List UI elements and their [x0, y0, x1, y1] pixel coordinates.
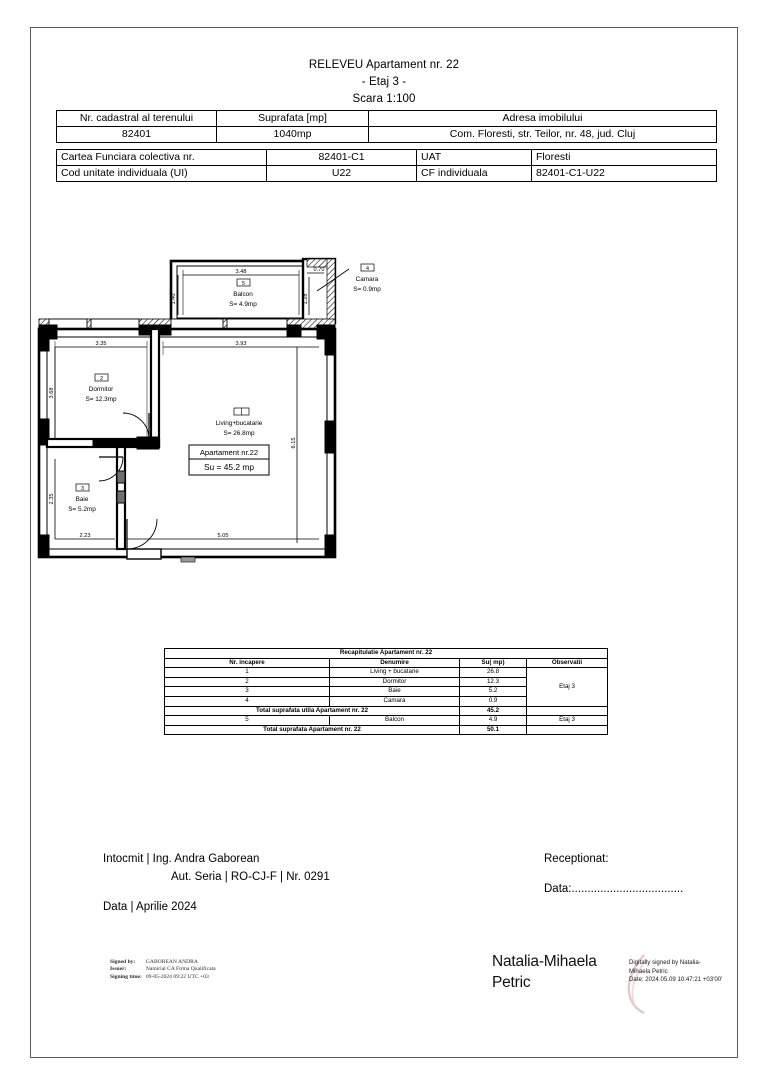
signature-meta-line1: Digitally signed by Natalia- [629, 959, 701, 966]
room-area-camara: S= 0.9mp [353, 286, 381, 293]
carte-funciara-table [56, 149, 717, 182]
room-area-living: S= 26.8mp [223, 430, 255, 437]
issuer-value: Namirial CA Firma Qualificata [145, 966, 216, 973]
apartment-info-box [189, 445, 269, 475]
receptionat-data-field: Data:................................... [544, 883, 684, 895]
table-row [165, 668, 608, 678]
recap-cell-nr: 1 [165, 668, 330, 678]
data-text: Data | Aprilie 2024 [103, 901, 197, 913]
dim-dormitor-width: 3.35 [95, 341, 107, 347]
dim-dormitor-height: 3.68 [49, 387, 55, 399]
recap-cell-observation: Etaj 3 [527, 716, 608, 726]
recap-title: Recapitulatie Apartament nr. 22 [165, 649, 608, 659]
recap-total-label: Total suprafata Apartament nr. 22 [165, 725, 460, 735]
label-uat: UAT [417, 150, 532, 166]
recap-cell-name: Baie [330, 687, 460, 697]
digital-signature-right [492, 951, 742, 1013]
recap-cell-observation: Etaj 3 [527, 668, 608, 706]
table-row [165, 658, 608, 668]
recap-total-utila-label: Total suprafata utila Apartament nr. 22 [165, 706, 460, 716]
dim-baie-width: 2.23 [79, 533, 91, 539]
document-title-line2: - Etaj 3 - [361, 76, 407, 88]
room-area-baie: S= 5.2mp [68, 506, 96, 513]
recap-header-nr: Nr. incapere [165, 658, 330, 668]
table-row [57, 166, 717, 182]
signed-by-label: Signed by: [110, 959, 136, 965]
signing-time-value: 09-05-2024 09:22 UTC +03 [145, 973, 209, 980]
recap-cell-name: Living + bucatarie [330, 668, 460, 678]
recap-cell-su: 5.2 [460, 687, 527, 697]
value-carte-funciara: 82401-C1 [267, 150, 417, 166]
dim-camara-width: 0.70 [313, 267, 325, 273]
dim-balcon-width: 3.48 [235, 269, 247, 275]
room-area-balcon: S= 4.9mp [229, 301, 257, 308]
table-row [165, 716, 608, 726]
dim-living-height: 6.15 [291, 437, 297, 449]
dim-living-width: 3.93 [235, 341, 247, 347]
document-title-line1: RELEVEU Apartament nr. 22 [308, 59, 460, 71]
signature-row [110, 974, 220, 981]
value-cf-individuala: 82401-C1-U22 [532, 166, 717, 182]
room-name-living: Living+bucatarie [215, 420, 263, 427]
room-area-dormitor: S= 12.3mp [85, 396, 117, 403]
recap-cell-nr: 2 [165, 677, 330, 687]
recap-cell-su: 26.8 [460, 668, 527, 678]
recap-cell-nr: 5 [165, 716, 330, 726]
room-name-camara: Camara [355, 276, 379, 283]
cadastral-header-table [56, 110, 717, 143]
signed-by-value: GABOREAN ANDRA [145, 959, 198, 965]
signature-name: Natalia-Mihaela Petric [492, 953, 597, 991]
value-cod-unitate: U22 [267, 166, 417, 182]
signature-meta-line3: Date: 2024.05.09 10:47:21 +03'00' [629, 976, 723, 984]
recap-total-utila-value: 45.2 [460, 706, 527, 716]
recap-cell-name: Balcon [330, 716, 460, 726]
label-cod-unitate: Cod unitate individuala (UI) [57, 166, 267, 182]
recap-total-obs [527, 725, 608, 735]
value-cadastral-nr: 82401 [57, 127, 217, 143]
room-name-balcon: Balcon [233, 291, 253, 298]
table-row-total-utila [165, 706, 608, 716]
recap-cell-nr: 3 [165, 687, 330, 697]
receptionat-label: Receptionat: [544, 853, 609, 865]
room-number-2: 2 [100, 376, 103, 382]
header-cell-adresa: Adresa imobilului [369, 111, 717, 127]
room-number-5: 5 [242, 281, 245, 287]
room-number-3: 3 [81, 486, 84, 492]
table-row [165, 649, 608, 659]
label-cf-individuala: CF individuala [417, 166, 532, 182]
table-row [57, 127, 717, 143]
document-title-line3: Scara 1:100 [352, 93, 416, 105]
label-carte-funciara: Cartea Funciara colectiva nr. [57, 150, 267, 166]
table-row-total [165, 725, 608, 735]
header-cell-cadastral-nr: Nr. cadastral al terenului [57, 111, 217, 127]
signature-meta-line2: Mihaela Petric [629, 967, 668, 975]
recap-header-observatii: Observatii [527, 658, 608, 668]
intocmit-text: Intocmit | Ing. Andra Gaborean [103, 853, 260, 865]
floor-plan-drawing [31, 243, 739, 588]
signature-metadata [629, 959, 722, 985]
issuer-label: Issuer: [110, 966, 127, 973]
recap-header-su: Su( mp) [460, 658, 527, 668]
room-name-dormitor: Dormitor [88, 386, 114, 393]
dim-bottom-width: 5.05 [217, 533, 229, 539]
value-suprafata: 1040mp [217, 127, 369, 143]
apartment-area-label: Su = 45.2 mp [203, 462, 255, 472]
recap-cell-su: 0.9 [460, 696, 527, 706]
dim-baie-height: 2.35 [49, 493, 55, 505]
recap-cell-su: 12.3 [460, 677, 527, 687]
room-name-baie: Baie [75, 496, 89, 503]
apartment-label: Apartament nr.22 [199, 448, 259, 457]
recap-cell-name: Dormitor [330, 677, 460, 687]
document-page [30, 27, 738, 1058]
recap-cell-su: 4.9 [460, 716, 527, 726]
signature-row [110, 966, 220, 973]
dim-camara-height: 1.28 [303, 293, 309, 305]
recapitulation-table [164, 648, 608, 735]
recap-total-utila-obs [527, 706, 608, 716]
signing-time-label: Signing time: [110, 973, 142, 980]
recap-total-value: 50.1 [460, 725, 527, 735]
room-number-4: 4 [366, 266, 369, 272]
digital-signature-left [110, 959, 220, 981]
recap-cell-nr: 4 [165, 696, 330, 706]
aut-seria-text: Aut. Seria | RO-CJ-F | Nr. 0291 [171, 871, 330, 883]
dim-balcon-height: 1.40 [171, 293, 177, 305]
recap-header-denumire: Denumire [330, 658, 460, 668]
table-row [57, 150, 717, 166]
recap-cell-name: Camara [330, 696, 460, 706]
table-row [57, 111, 717, 127]
value-uat: Floresti [532, 150, 717, 166]
value-adresa: Com. Floresti, str. Teilor, nr. 48, jud. Cluj [369, 127, 717, 143]
header-cell-suprafata: Suprafata [mp] [217, 111, 369, 127]
